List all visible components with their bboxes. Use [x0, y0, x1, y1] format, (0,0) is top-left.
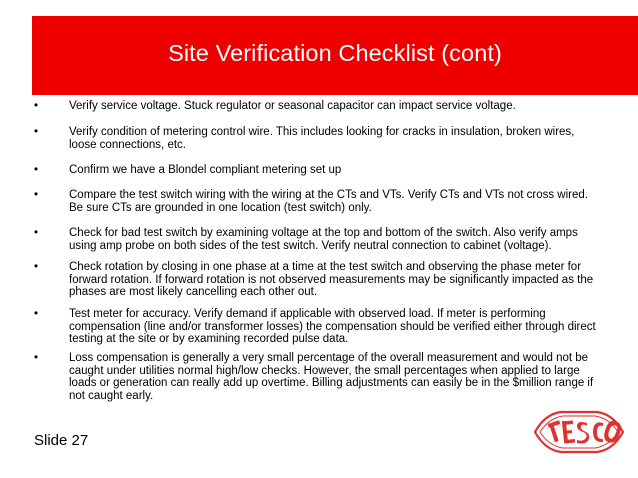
slide-title: Site Verification Checklist (cont)	[168, 40, 502, 66]
logo-outline	[535, 412, 623, 452]
bullet-text: Verify condition of metering control wire. This includes looking for cracks in insulation, broken wires, loose connections, etc.	[69, 126, 575, 151]
bullet-marker: •	[34, 261, 39, 273]
bullet-marker: •	[34, 189, 39, 201]
bullet-text: Verify service voltage. Stuck regulator or seasonal capacitor can impact service voltage.	[69, 100, 516, 112]
bullet-text: Compare the test switch wiring with the wiring at the CTs and VTs. Verify CTs and VTs not cross wired. Be sure CTs are grounded in one location (test switch) only.	[69, 189, 588, 214]
slide-number: Slide 27	[34, 432, 89, 449]
bullet-marker: •	[34, 100, 39, 112]
bullet-text: Check rotation by closing in one phase at a time at the test switch and observing the phase meter for forward rotation. If forward rotation is not observed measurements may be significantly impacted as the phases are most likely cancelling each other out.	[69, 261, 594, 299]
bullet-text: Test meter for accuracy. Verify demand if applicable with observed load. If meter is performing compensation (line and/or transformer losses) the compensation should be verified either through direct testing at the site or by examining recorded pulse data.	[69, 308, 596, 346]
bullet-text: Confirm we have a Blondel compliant metering set up	[69, 164, 342, 176]
bullet-marker: •	[34, 126, 39, 138]
tesco-logo	[531, 404, 627, 460]
bullet-marker: •	[34, 308, 39, 320]
bullet-text: Loss compensation is generally a very small percentage of the overall measurement and would not be caught under utilities normal high/low checks. However, the small percentages when applied to large loads or generation can really add up overtime. Billing adjustments can easily be in the $million range if not caught early.	[69, 352, 594, 402]
bullet-marker: •	[34, 352, 39, 364]
bullet-marker: •	[34, 164, 39, 176]
logo-letters	[548, 419, 623, 445]
bullet-text: Check for bad test switch by examining voltage at the top and bottom of the switch. Also verify amps using amp probe on both sides of the test switch. Verify neutral connection to cabinet (voltage).	[69, 227, 578, 252]
bullet-marker: •	[34, 227, 39, 239]
